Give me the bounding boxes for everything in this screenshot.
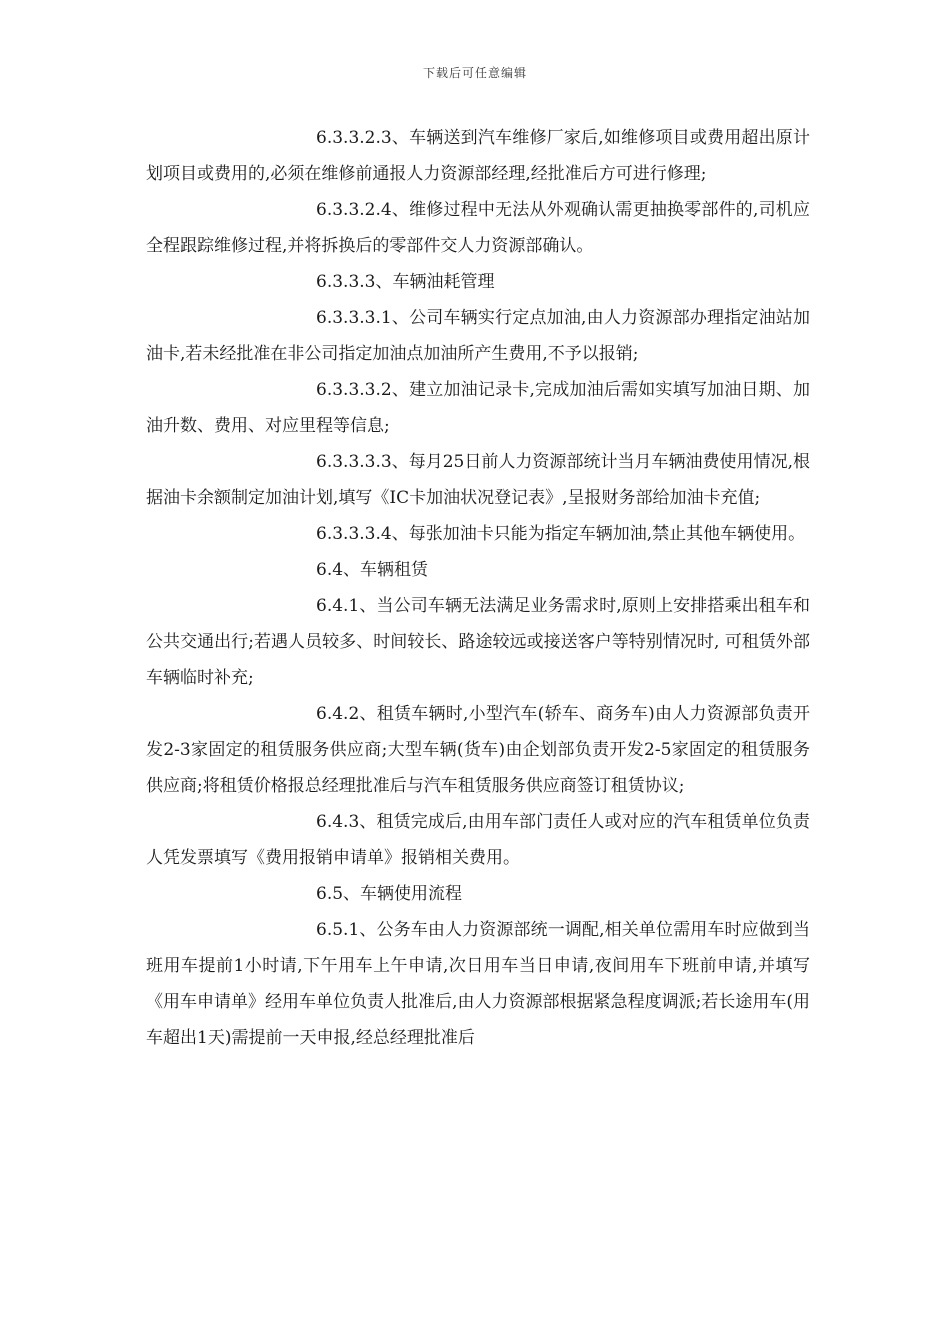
paragraph-6-3-3-3-2: 6.3.3.3.2、建立加油记录卡,完成加油后需如实填写加油日期、加油升数、费用、对应里程等信息;: [146, 380, 810, 436]
paragraph-6-4-1: 6.4.1、当公司车辆无法满足业务需求时,原则上安排搭乘出租车和公共交通出行;若遇人员较多、时间较长、路途较远或接送客户等特别情况时, 可租赁外部车辆临时补充;: [146, 596, 810, 688]
paragraph-6-3-3-3-1: 6.3.3.3.1、公司车辆实行定点加油,由人力资源部办理指定油站加油卡,若未经批准在非公司指定加油点加油所产生费用,不予以报销;: [146, 308, 810, 364]
paragraph-6-4-3: 6.4.3、租赁完成后,由用车部门责任人或对应的汽车租赁单位负责人凭发票填写《费用报销申请单》报销相关费用。: [146, 812, 810, 868]
heading-6-3-3-3: 6.3.3.3、车辆油耗管理: [316, 272, 495, 292]
heading-6-4: 6.4、车辆租赁: [316, 560, 429, 580]
page-header-note: 下载后可任意编辑: [422, 66, 527, 80]
paragraph-6-3-3-2-4: 6.3.3.2.4、维修过程中无法从外观确认需更抽换零部件的,司机应全程跟踪维修过程,并将拆换后的零部件交人力资源部确认。: [146, 200, 810, 256]
document-body: [146, 120, 810, 1056]
heading-6-5: 6.5、车辆使用流程: [316, 884, 463, 904]
paragraph-6-5-1: 6.5.1、公务车由人力资源部统一调配,相关单位需用车时应做到当班用车提前1小时请,下午用车上午申请,次日用车当日申请,夜间用车下班前申请,并填写《用车申请单》经用车单位负责人批准后,由人力资源部根据紧急程度调派;若长途用车(用车超出1天)需提前一天申报,经总经理批准后: [146, 920, 810, 1048]
paragraph-6-3-3-2-3: 6.3.3.2.3、车辆送到汽车维修厂家后,如维修项目或费用超出原计划项目或费用的,必须在维修前通报人力资源部经理,经批准后方可进行修理;: [146, 128, 810, 184]
paragraph-6-3-3-3-4: 6.3.3.3.4、每张加油卡只能为指定车辆加油,禁止其他车辆使用。: [316, 524, 806, 544]
paragraph-6-3-3-3-3: 6.3.3.3.3、每月25日前人力资源部统计当月车辆油费使用情况,根据油卡余额制定加油计划,填写《IC卡加油状况登记表》,呈报财务部给加油卡充值;: [146, 452, 810, 508]
paragraph-6-4-2: 6.4.2、租赁车辆时,小型汽车(轿车、商务车)由人力资源部负责开发2-3家固定的租赁服务供应商;大型车辆(货车)由企划部负责开发2-5家固定的租赁服务供应商;将租赁价格报总经理批准后与汽车租赁服务供应商签订租赁协议;: [146, 704, 810, 796]
